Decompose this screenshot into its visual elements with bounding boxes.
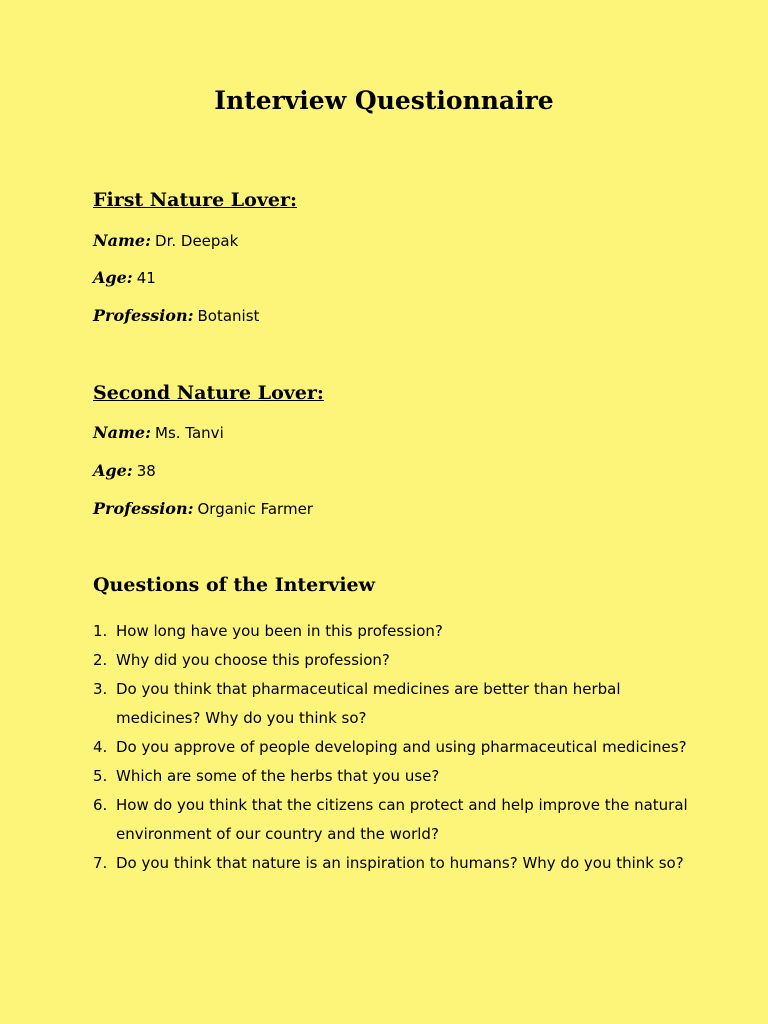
question-text: Do you approve of people developing and using pharmaceutical medicines?: [116, 738, 687, 756]
first-name-value: Dr. Deepak: [155, 232, 239, 250]
question-item: [93, 849, 693, 878]
question-text: Which are some of the herbs that you use?: [116, 767, 440, 785]
first-age-value: 41: [136, 269, 156, 287]
question-text: Do you think that nature is an inspiration to humans? Why do you think so?: [116, 854, 684, 872]
first-profession-field: [93, 306, 259, 326]
first-profession-label: Profession:: [93, 306, 194, 325]
second-name-field: [93, 423, 224, 443]
question-number: 1.: [93, 622, 108, 640]
question-number: 7.: [93, 854, 108, 872]
first-profession-value: Botanist: [197, 307, 260, 325]
first-age-field: [93, 268, 156, 288]
question-text: How do you think that the citizens can protect and help improve the natural environment of our country and the world?: [116, 796, 688, 843]
first-name-label: Name:: [93, 231, 152, 250]
second-name-value: Ms. Tanvi: [155, 424, 224, 442]
question-item: [93, 675, 693, 733]
question-number: 6.: [93, 796, 108, 814]
question-text: Do you think that pharmaceutical medicines are better than herbal medicines? Why do you think so?: [116, 680, 621, 727]
question-item: [93, 791, 693, 849]
page-title: Interview Questionnaire: [214, 86, 554, 115]
second-profession-value: Organic Farmer: [197, 500, 313, 518]
question-item: [93, 762, 693, 791]
questions-list: [93, 617, 693, 878]
second-profession-field: [93, 499, 313, 519]
second-age-value: 38: [136, 462, 156, 480]
question-text: Why did you choose this profession?: [116, 651, 390, 669]
question-number: 5.: [93, 767, 108, 785]
question-item: [93, 617, 693, 646]
second-nature-lover-heading: Second Nature Lover:: [93, 382, 324, 404]
second-age-field: [93, 461, 156, 481]
second-age-label: Age:: [93, 461, 133, 480]
second-profession-label: Profession:: [93, 499, 194, 518]
question-item: [93, 646, 693, 675]
first-nature-lover-heading: First Nature Lover:: [93, 189, 297, 211]
first-name-field: [93, 231, 238, 251]
question-item: [93, 733, 693, 762]
question-text: How long have you been in this profession?: [116, 622, 443, 640]
question-number: 2.: [93, 651, 108, 669]
first-age-label: Age:: [93, 268, 133, 287]
questions-heading: Questions of the Interview: [93, 574, 375, 596]
question-number: 3.: [93, 680, 108, 698]
second-name-label: Name:: [93, 423, 152, 442]
question-number: 4.: [93, 738, 108, 756]
